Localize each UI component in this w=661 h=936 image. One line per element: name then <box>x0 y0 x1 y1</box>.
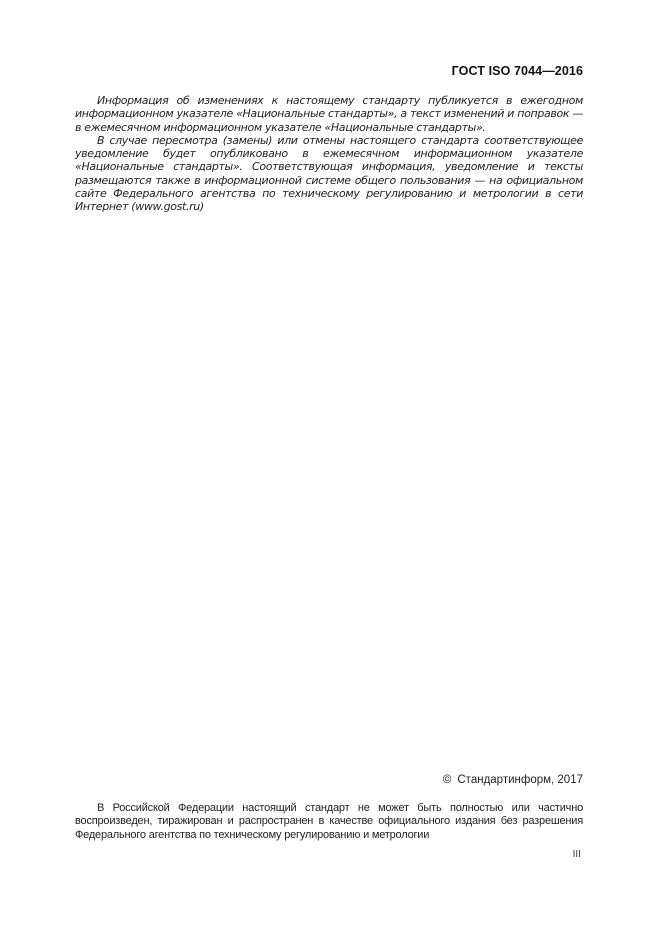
notice-paragraph-revision: В случае пересмотра (замены) или отмены настоящего стандарта соответствующее уведомление будет опубликовано в ежемесячном информационном указателе «Национальные стандарты». Соответствующая информация, уведомление и тексты размещаются также в информационной системе общего пользования — на официальном сайте Федерального агентства по техническому регулированию и метрологии в сети Интернет (www.gost.ru) <box>75 133 583 214</box>
notice-paragraph-changes: Информация об изменениях к настоящему стандарту публикуется в ежегодном информационном указателе «Национальные стандарты», а текст изменений и поправок — в ежемесячном информационном указателе «Национальные стандарты». <box>75 94 583 134</box>
publication-notice <box>75 94 583 214</box>
copyright-text: Стандартинформ, 2017 <box>457 774 583 786</box>
reproduction-rights-notice <box>75 802 583 842</box>
page-number: III <box>572 849 581 860</box>
copyright-line <box>443 774 583 786</box>
rights-paragraph: В Российской Федерации настоящий стандарт не может быть полностью или частично воспроизведен, тиражирован и распространен в качестве официального издания без разрешения Федерального агентства по техническому регулированию и метрологии <box>75 802 583 841</box>
copyright-icon: © <box>442 774 452 786</box>
standard-code-header: ГОСТ ISO 7044—2016 <box>451 64 583 78</box>
